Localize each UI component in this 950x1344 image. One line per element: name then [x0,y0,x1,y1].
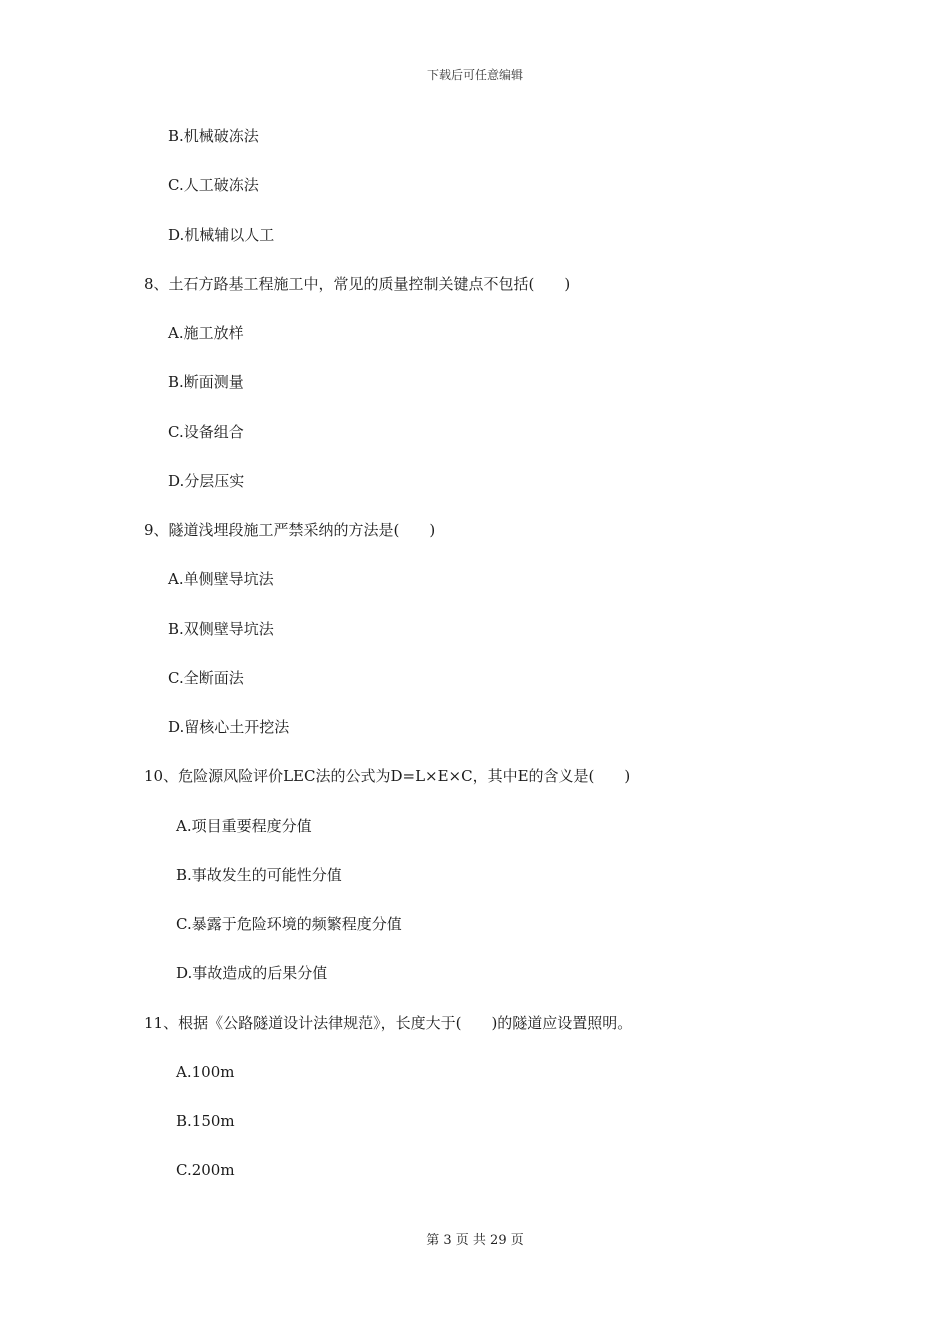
question-line: 9、隧道浅埋段施工严禁采纳的方法是( ) [144,521,436,539]
option-line: C.人工破冻法 [168,176,259,194]
option-line: D.分层压实 [168,472,245,490]
option-line: D.事故造成的后果分值 [176,964,328,982]
option-line: A.项目重要程度分值 [176,817,312,835]
option-line: D.机械辅以人工 [168,226,275,244]
option-line: C.设备组合 [168,423,244,441]
option-line: B.事故发生的可能性分值 [176,866,342,884]
question-line: 8、土石方路基工程施工中，常见的质量控制关键点不包括( ) [144,275,571,293]
page-footer: 第 3 页 共 29 页 [426,1233,524,1248]
option-line: B.机械破冻法 [168,127,259,145]
option-line: C.全断面法 [168,669,244,687]
option-line: B.双侧壁导坑法 [168,620,274,638]
option-line: D.留核心土开挖法 [168,718,290,736]
option-line: A.施工放样 [168,324,244,342]
question-line: 10、危险源风险评价LEC法的公式为D=L×E×C，其中E的含义是( ) [144,767,631,785]
option-line: C.200m [176,1161,235,1179]
option-line: C.暴露于危险环境的频繁程度分值 [176,915,402,933]
page-header: 下载后可任意编辑 [426,68,523,82]
option-line: A.100m [176,1063,235,1081]
option-line: B.断面测量 [168,373,244,391]
option-line: B.150m [176,1112,235,1130]
question-line: 11、根据《公路隧道设计法律规范》，长度大于( )的隧道应设置照明。 [144,1014,633,1032]
option-line: A.单侧壁导坑法 [168,570,274,588]
